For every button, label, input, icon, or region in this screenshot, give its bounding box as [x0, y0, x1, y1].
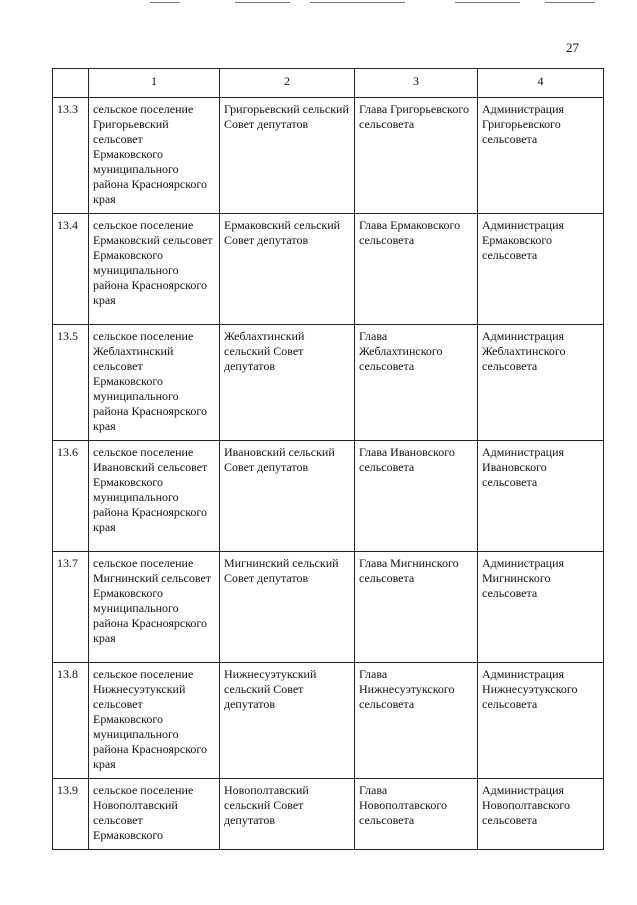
scan-artifacts	[0, 0, 637, 8]
scan-artifact-line	[545, 2, 595, 3]
row-number: 13.5	[53, 325, 89, 441]
head-cell: Глава Нижнесуэтукского сельсовета	[355, 663, 478, 779]
table-header-row	[53, 69, 604, 98]
scan-artifact-line	[150, 2, 180, 3]
header-cell-number	[53, 69, 89, 98]
row-number: 13.4	[53, 214, 89, 325]
table-row	[53, 779, 604, 850]
council-cell: Ермаковский сельский Совет депутатов	[220, 214, 355, 325]
council-cell: Григорьевский сельский Совет депутатов	[220, 98, 355, 214]
row-number: 13.6	[53, 441, 89, 552]
administration-cell: Администрация Ермаковского сельсовета	[478, 214, 604, 325]
row-number: 13.8	[53, 663, 89, 779]
municipality-cell: сельское поселение Нижнесуэтукский сельсовет Ермаковского муниципального района Красноярского края	[89, 663, 220, 779]
administration-cell: Администрация Григорьевского сельсовета	[478, 98, 604, 214]
header-cell-1: 1	[89, 69, 220, 98]
table-row	[53, 325, 604, 441]
head-cell: Глава Жеблахтинского сельсовета	[355, 325, 478, 441]
table-row	[53, 441, 604, 552]
administration-cell: Администрация Жеблахтинского сельсовета	[478, 325, 604, 441]
council-cell: Нижнесуэтукский сельский Совет депутатов	[220, 663, 355, 779]
head-cell: Глава Григорьевского сельсовета	[355, 98, 478, 214]
municipality-cell: сельское поселение Мигнинский сельсовет Ермаковского муниципального района Красноярского края	[89, 552, 220, 663]
table-row	[53, 552, 604, 663]
table-row	[53, 214, 604, 325]
head-cell: Глава Ивановского сельсовета	[355, 441, 478, 552]
row-number: 13.3	[53, 98, 89, 214]
council-cell: Мигнинский сельский Совет депутатов	[220, 552, 355, 663]
council-cell: Ивановский сельский Совет депутатов	[220, 441, 355, 552]
administration-cell: Администрация Ивановского сельсовета	[478, 441, 604, 552]
row-number: 13.9	[53, 779, 89, 850]
municipality-cell: сельское поселение Ивановский сельсовет Ермаковского муниципального района Красноярского края	[89, 441, 220, 552]
administration-cell: Администрация Новополтавского сельсовета	[478, 779, 604, 850]
scan-artifact-line	[235, 2, 290, 3]
row-number: 13.7	[53, 552, 89, 663]
scan-artifact-line	[455, 2, 520, 3]
head-cell: Глава Новополтавского сельсовета	[355, 779, 478, 850]
municipality-cell: сельское поселение Жеблахтинский сельсовет Ермаковского муниципального района Красноярского края	[89, 325, 220, 441]
page-number: 27	[566, 40, 579, 55]
council-cell: Новополтавский сельский Совет депутатов	[220, 779, 355, 850]
head-cell: Глава Ермаковского сельсовета	[355, 214, 478, 325]
scan-artifact-line	[310, 2, 405, 3]
header-cell-4: 4	[478, 69, 604, 98]
council-cell: Жеблахтинский сельский Совет депутатов	[220, 325, 355, 441]
header-cell-3: 3	[355, 69, 478, 98]
municipality-cell: сельское поселение Новополтавский сельсовет Ермаковского	[89, 779, 220, 850]
head-cell: Глава Мигнинского сельсовета	[355, 552, 478, 663]
table-row	[53, 98, 604, 214]
municipality-cell: сельское поселение Григорьевский сельсовет Ермаковского муниципального района Красноярского края	[89, 98, 220, 214]
administration-cell: Администрация Мигнинского сельсовета	[478, 552, 604, 663]
administration-cell: Администрация Нижнесуэтукского сельсовета	[478, 663, 604, 779]
table-row	[53, 663, 604, 779]
header-cell-2: 2	[220, 69, 355, 98]
document-table	[52, 68, 604, 850]
municipality-cell: сельское поселение Ермаковский сельсовет Ермаковского муниципального района Красноярского края	[89, 214, 220, 325]
